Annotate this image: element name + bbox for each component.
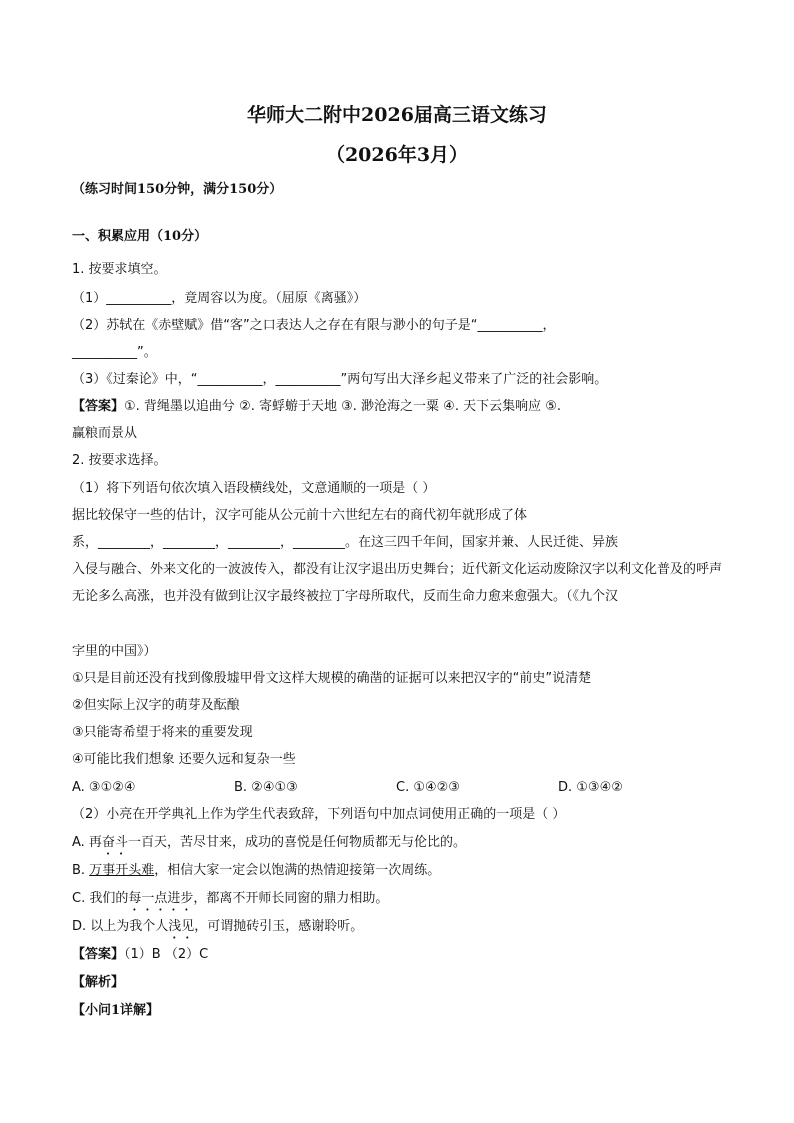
choice-c-pre: C. 我们的 bbox=[72, 891, 129, 906]
choice-a-pre: A. 再 bbox=[72, 835, 102, 850]
passage-line: 据比较保守一些的估计，汉字可能从公元前十六世纪左右的商代初年就形成了体 bbox=[72, 508, 528, 523]
passage-line: 系，________，________，________，________。在这三四千年间，国家并兼、人民迁徙、异族 bbox=[72, 535, 619, 550]
option-a: A. ③①②④ bbox=[72, 780, 136, 795]
passage-source: 字里的中国》） bbox=[72, 644, 157, 659]
choice-d bbox=[72, 918, 363, 942]
q1-answer-cont: 赢粮而景从 bbox=[72, 426, 138, 441]
answer-text: （1）B （2）C bbox=[124, 947, 209, 962]
q1-part1: （1）__________，竟周容以为度。（屈原《离骚》） bbox=[72, 291, 367, 306]
choice-c-dotted: 每一点进步 bbox=[128, 891, 194, 906]
q1-part2-line2: __________”。 bbox=[72, 345, 157, 360]
choice-a-post: 一百天，苦尽甘来，成功的喜悦是任何物质都无与伦比的。 bbox=[127, 835, 466, 850]
choice-b-underlined: 万事开头难 bbox=[89, 863, 155, 878]
choice-d-post: ，可谓抛砖引玉，感谢聆听。 bbox=[194, 919, 364, 934]
document-title: 华师大二附中2026届高三语文练习 bbox=[247, 104, 547, 126]
sentence-1: ①只是目前还没有找到像殷墟甲骨文这样大规模的确凿的证据可以来把汉字的“前史”说清楚 bbox=[72, 671, 592, 686]
q2-part2: （2）小亮在开学典礼上作为学生代表致辞，下列语句中加点词使用正确的一项是（ ） bbox=[72, 807, 566, 822]
answer-label: 【答案】 bbox=[72, 947, 125, 962]
q2-answer bbox=[72, 946, 208, 964]
choice-a-dotted: 奋斗 bbox=[101, 835, 128, 850]
sentence-3: ③只能寄希望于将来的重要发现 bbox=[72, 725, 253, 740]
option-b: B. ②④①③ bbox=[234, 780, 298, 795]
q1-part2-line1: （2）苏轼在《赤壁赋》借“客”之口表达人之存在有限与渺小的句子是“__________， bbox=[72, 318, 556, 333]
document-subtitle: （2026年3月） bbox=[325, 144, 469, 166]
sentence-4: ④可能比我们想象 还要久远和复杂一些 bbox=[72, 752, 296, 767]
detail-heading: 【小问1详解】 bbox=[72, 1003, 160, 1018]
answer-text: ①. 背绳墨以追曲兮 ②. 寄蜉蝣于天地 ③. 渺沧海之一粟 ④. 天下云集响应 ⑤. bbox=[124, 399, 562, 414]
q1-answer bbox=[72, 398, 561, 416]
q1-stem: 1. 按要求填空。 bbox=[72, 262, 167, 277]
q1-part3: （3）《过秦论》中，“__________，__________”两句写出大泽乡起义带来了广泛的社会影响。 bbox=[72, 372, 608, 387]
section-heading: 一、积累应用（10分） bbox=[72, 229, 208, 244]
answer-label: 【答案】 bbox=[72, 399, 125, 414]
choice-d-dotted: 浅见 bbox=[168, 919, 195, 934]
choice-b-pre: B. bbox=[72, 863, 90, 878]
option-c: C. ①④②③ bbox=[396, 780, 460, 795]
passage-paragraph: 入侵与融合、外来文化的一波波传入，都没有让汉字退出历史舞台；近代新文化运动废除汉字以利文化普及的呼声无论多么高涨，也并没有做到让汉字最终被拉丁字母所取代，反而生命力愈来愈强大。（《九个汉 bbox=[72, 562, 723, 604]
q2-part1: （1）将下列语句依次填入语段横线处，文意通顺的一项是（ ） bbox=[72, 481, 436, 496]
exam-info: （练习时间150分钟，满分150分） bbox=[72, 182, 283, 197]
choice-b-post: ，相信大家一定会以饱满的热情迎接第一次周练。 bbox=[154, 863, 441, 878]
choice-b bbox=[72, 862, 440, 880]
analysis-heading: 【解析】 bbox=[72, 975, 125, 990]
q2-stem: 2. 按要求选择。 bbox=[72, 453, 167, 468]
choice-c-post: ，都离不开师长同窗的鼎力相助。 bbox=[193, 891, 389, 906]
choice-c bbox=[72, 890, 388, 914]
option-d: D. ①③④② bbox=[558, 780, 623, 795]
sentence-2: ②但实际上汉字的萌芽及酝酿 bbox=[72, 698, 240, 713]
choice-d-pre: D. 以上为我个人 bbox=[72, 919, 169, 934]
choice-a bbox=[72, 834, 466, 858]
